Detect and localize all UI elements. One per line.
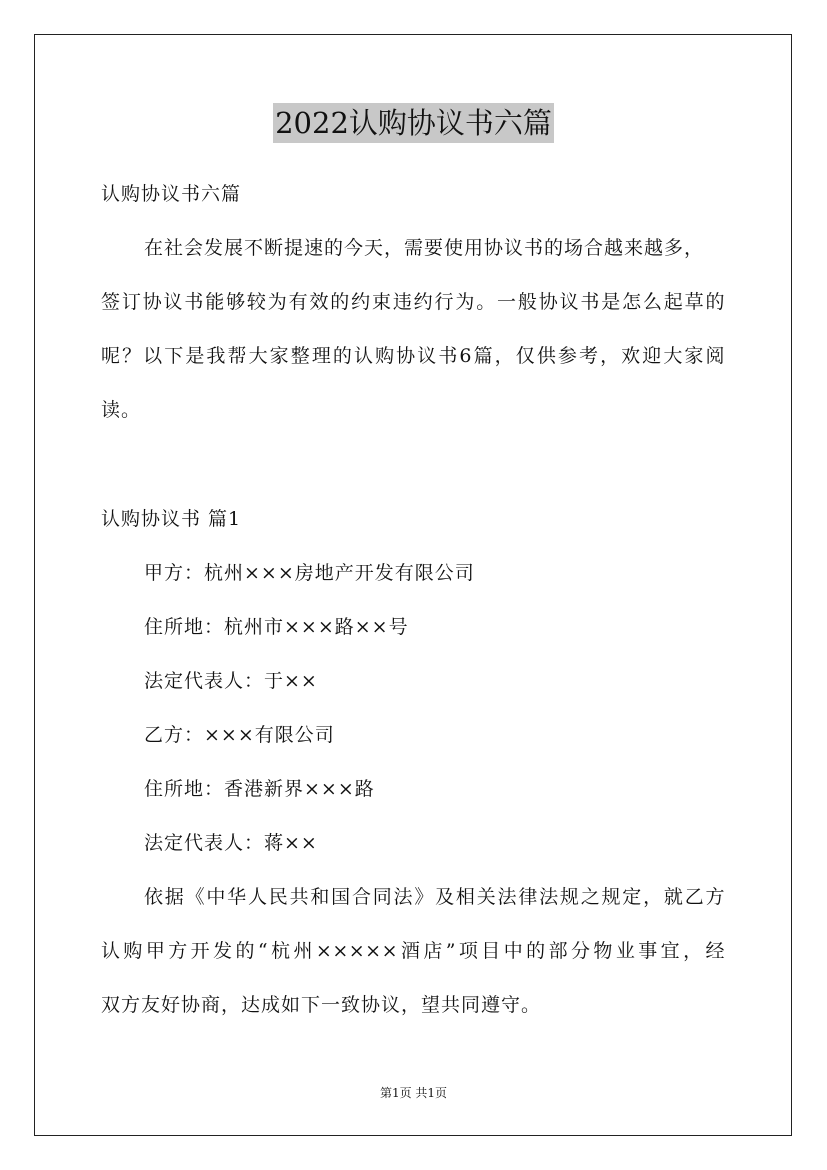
intro-line-1: 在社会发展不断提速的今天，需要使用协议书的场合越来越多， xyxy=(144,237,705,259)
party-a-name: 甲方：杭州×××房地产开发有限公司 xyxy=(144,562,475,584)
intro-line-3: 呢？以下是我帮大家整理的认购协议书6篇，仅供参考，欢迎大家阅 xyxy=(101,345,725,367)
party-b-address: 住所地：香港新界×××路 xyxy=(144,778,375,800)
party-a-representative: 法定代表人：于×× xyxy=(144,670,318,692)
page-footer: 第1页 共1页 xyxy=(379,1086,448,1100)
party-b-representative: 法定代表人：蒋×× xyxy=(144,832,318,854)
intro-line-2: 签订协议书能够较为有效的约束违约行为。一般协议书是怎么起草的 xyxy=(101,291,725,313)
basis-line-2: 认购甲方开发的“杭州×××××酒店”项目中的部分物业事宜，经 xyxy=(101,940,725,962)
section-heading: 认购协议书 篇1 xyxy=(101,508,242,530)
document-subtitle: 认购协议书六篇 xyxy=(101,183,242,205)
party-a-address: 住所地：杭州市×××路××号 xyxy=(144,616,409,638)
document-title: 2022认购协议书六篇 xyxy=(273,103,554,143)
party-b-name: 乙方：×××有限公司 xyxy=(144,724,335,746)
basis-line-1: 依据《中华人民共和国合同法》及相关法律法规之规定，就乙方 xyxy=(144,886,725,908)
intro-line-4: 读。 xyxy=(101,399,142,421)
title-container xyxy=(0,103,827,143)
basis-line-3: 双方友好协商，达成如下一致协议，望共同遵守。 xyxy=(101,994,542,1016)
